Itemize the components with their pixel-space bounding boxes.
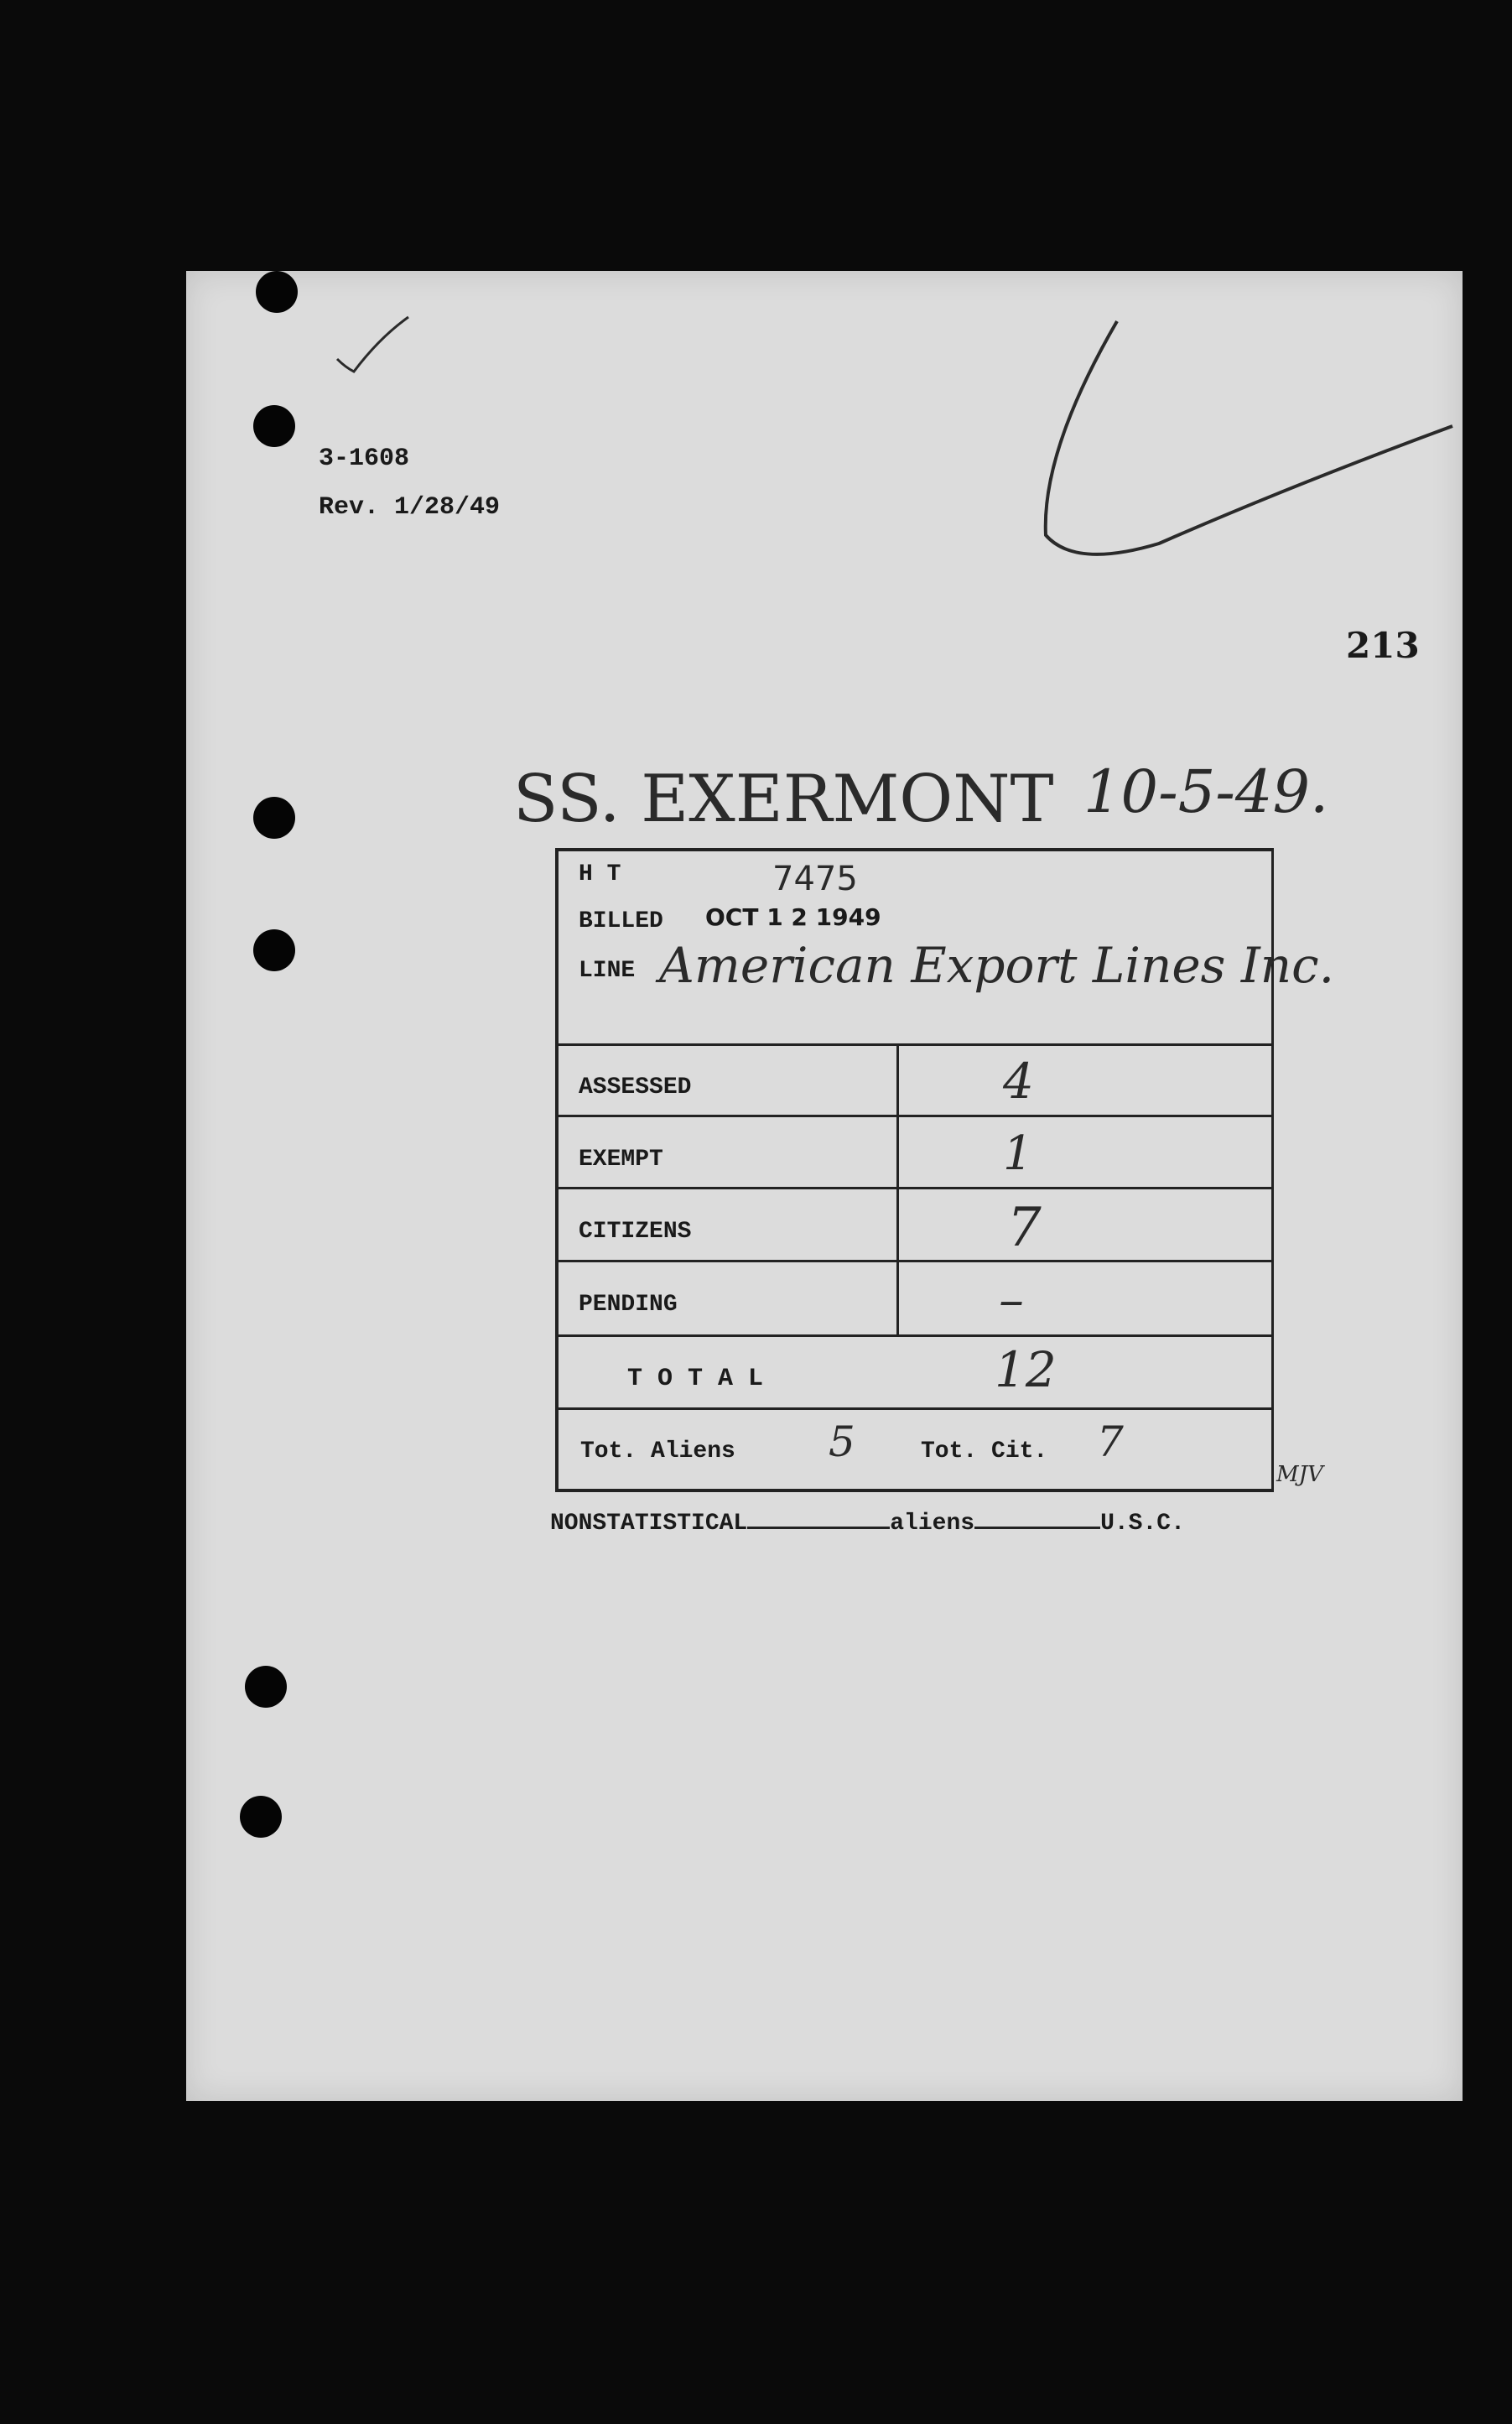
exempt-value: 1	[1003, 1126, 1033, 1181]
punch-hole	[253, 405, 295, 447]
citizens-value: 7	[1007, 1197, 1042, 1259]
billed-date-stamp: OCT 1 2 1949	[705, 903, 881, 931]
punch-hole	[240, 1796, 282, 1838]
usc-label: U.S.C.	[1100, 1511, 1185, 1537]
punch-hole	[253, 929, 295, 971]
ht-number: 7475	[772, 860, 858, 898]
citizens-label: CITIZENS	[579, 1219, 692, 1245]
divider	[559, 1334, 1271, 1337]
pending-value: –	[999, 1271, 1024, 1329]
arrival-date: 10-5-49.	[1083, 757, 1329, 826]
punch-hole	[253, 797, 295, 839]
vessel-name: SS. EXERMONT	[513, 762, 1054, 837]
total-citizens-value: 7	[1097, 1417, 1124, 1466]
assessed-label: ASSESSED	[579, 1074, 692, 1100]
divider	[559, 1407, 1271, 1410]
divider	[559, 1115, 1271, 1117]
exempt-label: EXEMPT	[579, 1147, 663, 1173]
form-revision: Rev. 1/28/49	[319, 493, 501, 522]
total-aliens-label: Tot. Aliens	[580, 1438, 735, 1464]
page-number: 213	[1346, 625, 1420, 666]
form-sheet	[186, 271, 1463, 2101]
total-label: T O T A L	[627, 1365, 764, 1393]
total-citizens-label: Tot. Cit.	[921, 1438, 1048, 1464]
nonstatistical-label: NONSTATISTICAL	[550, 1511, 748, 1537]
form-number: 3-1608	[319, 445, 410, 473]
punch-hole	[245, 1666, 287, 1708]
total-value: 12	[995, 1341, 1057, 1398]
ht-label: H T	[579, 861, 621, 887]
divider	[559, 1260, 1271, 1262]
nonstatistical-aliens-blank	[747, 1527, 890, 1529]
line-name: American Export Lines Inc.	[659, 937, 1335, 994]
column-divider	[896, 1043, 899, 1337]
large-check-mark-icon	[1025, 317, 1461, 653]
aliens-label: aliens	[890, 1511, 975, 1537]
total-aliens-value: 5	[829, 1417, 855, 1466]
billed-label: BILLED	[579, 908, 663, 934]
nonstatistical-usc-blank	[974, 1527, 1100, 1529]
divider	[559, 1187, 1271, 1189]
divider	[559, 1043, 1271, 1046]
initials: MJV	[1276, 1462, 1323, 1487]
punch-hole	[256, 271, 298, 313]
pending-label: PENDING	[579, 1292, 678, 1318]
assessed-value: 4	[1003, 1053, 1034, 1110]
check-mark-icon	[333, 313, 417, 380]
line-label: LINE	[579, 958, 636, 984]
nonstatistical-line	[550, 1511, 1185, 1537]
